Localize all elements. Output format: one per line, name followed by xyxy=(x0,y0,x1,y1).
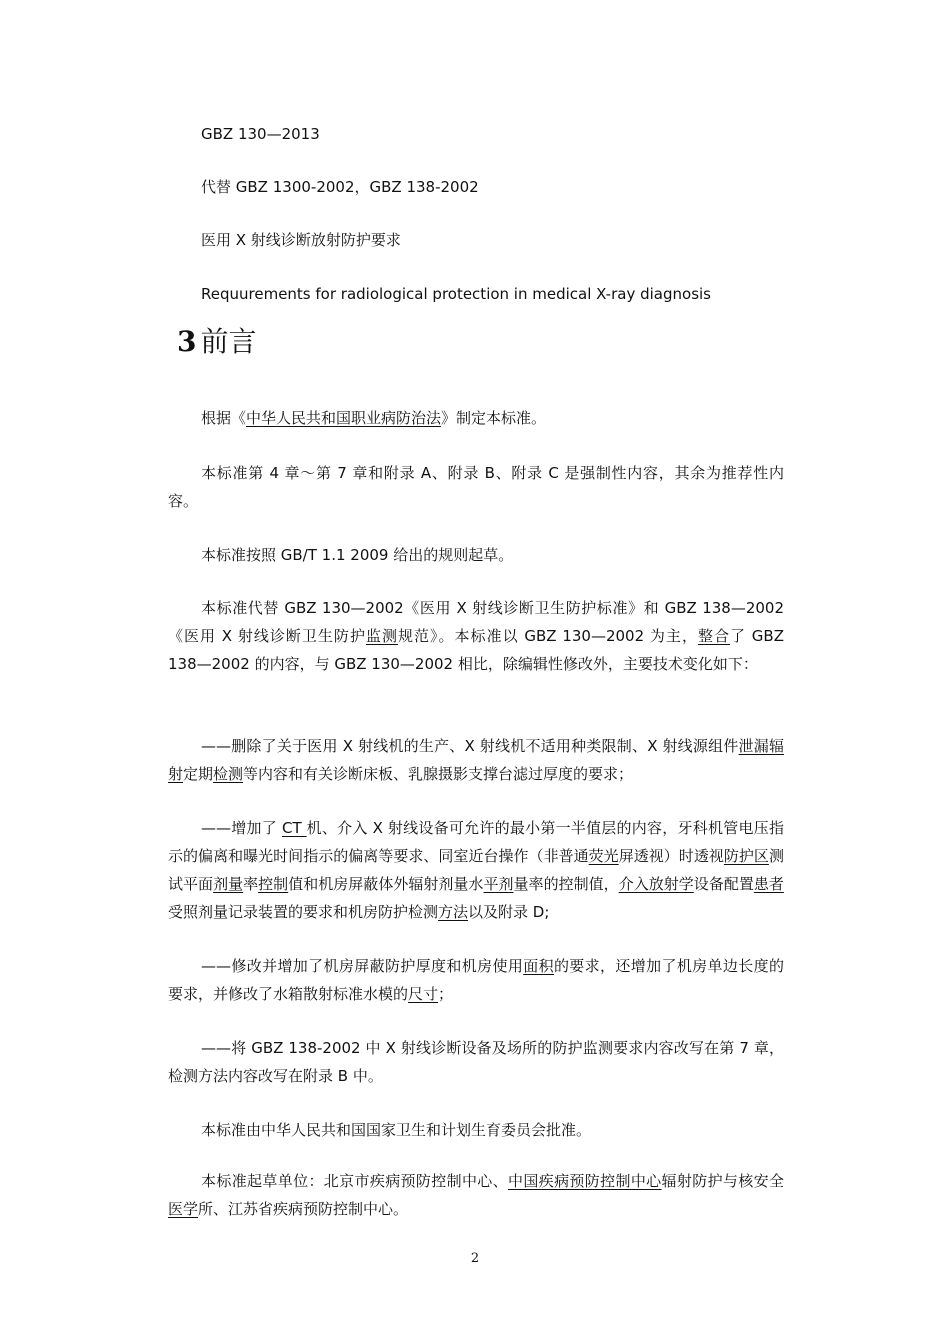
term-link[interactable]: 监测 xyxy=(365,627,398,645)
law-link[interactable]: 中华人民共和国职业病防治法 xyxy=(246,409,442,427)
term-link[interactable]: 剂量 xyxy=(213,875,244,893)
term-link[interactable]: 控制 xyxy=(258,875,289,893)
section-heading xyxy=(177,322,257,362)
term-link[interactable]: 防护区 xyxy=(723,847,769,865)
title-english: Requurements for radiological protection in medical X-ray diagnosis xyxy=(201,285,711,303)
term-link[interactable]: 平剂 xyxy=(483,875,514,893)
change-item-deleted: ——删除了关于医用 X 射线机的生产、X 射线机不适用种类限制、X 射线源组件泄漏辐射定期检测等内容和有关诊断床板、乳腺摄影支撑台滤过厚度的要求； xyxy=(168,737,784,783)
term-link[interactable]: 方法 xyxy=(438,903,469,921)
term-link[interactable]: 医学 xyxy=(168,1200,199,1218)
paragraph-basis: 根据《中华人民共和国职业病防治法》制定本标准。 xyxy=(201,409,547,427)
paragraph-approval: 本标准由中华人民共和国国家卫生和计划生育委员会批准。 xyxy=(201,1121,592,1139)
term-link[interactable]: 面积 xyxy=(523,957,554,975)
term-link[interactable]: CT xyxy=(281,819,307,837)
paragraph-drafting: 本标准按照 GB/T 1.1 2009 给出的规则起草。 xyxy=(201,546,514,564)
term-link[interactable]: 尺寸 xyxy=(408,985,439,1003)
paragraph-replacement: 本标准代替 GBZ 130—2002《医用 X 射线诊断卫生防护标准》和 GBZ 138—2002《医用 X 射线诊断卫生防护监测规范》。本标准以 GBZ 130—2002 为主，整合了 GBZ 138—2002 的内容，与 GBZ 130—2002 相比，除编辑性修改外，主要技术变化如下： xyxy=(168,599,784,673)
term-link[interactable]: 整合 xyxy=(697,627,730,645)
term-link[interactable]: 中国疾病预防控制中心 xyxy=(508,1172,662,1190)
term-link[interactable]: 检测 xyxy=(213,765,244,783)
change-item-rewritten: ——将 GBZ 138-2002 中 X 射线诊断设备及场所的防护监测要求内容改写在第 7 章，检测方法内容改写在附录 B 中。 xyxy=(168,1039,784,1085)
term-link[interactable]: 介入放射学 xyxy=(618,875,694,893)
section-title: 前言 xyxy=(200,325,257,358)
section-number: 3 xyxy=(177,325,197,358)
standard-code: GBZ 130—2013 xyxy=(201,125,320,143)
change-item-added: ——增加了 CT 机、介入 X 射线设备可允许的最小第一半值层的内容，牙科机管电压指示的偏离和曝光时间指示的偏离等要求、同室近台操作（非普通荧光屏透视）时透视防护区测试平面剂量率控制值和机房屏蔽体外辐射剂量水平剂量率的控制值，介入放射学设备配置患者受照剂量记录装置的要求和机房防护检测方法以及附录 D; xyxy=(168,819,784,921)
change-item-modified: ——修改并增加了机房屏蔽防护厚度和机房使用面积的要求，还增加了机房单边长度的要求，并修改了水箱散射标准水模的尺寸； xyxy=(168,957,784,1003)
page-number: 2 xyxy=(470,1251,480,1266)
term-link[interactable]: 荧光 xyxy=(588,847,619,865)
paragraph-mandatory: 本标准第 4 章～第 7 章和附录 A、附录 B、附录 C 是强制性内容，其余为推荐性内容。 xyxy=(168,464,784,510)
paragraph-drafting-units: 本标准起草单位：北京市疾病预防控制中心、中国疾病预防控制中心辐射防护与核安全医学所、江苏省疾病预防控制中心。 xyxy=(168,1172,784,1218)
term-link[interactable]: 泄漏辐射 xyxy=(168,737,784,783)
term-link[interactable]: 患者 xyxy=(753,875,784,893)
replaces-line: 代替 GBZ 1300-2002，GBZ 138-2002 xyxy=(201,178,479,196)
title-chinese: 医用 X 射线诊断放射防护要求 xyxy=(201,231,401,249)
